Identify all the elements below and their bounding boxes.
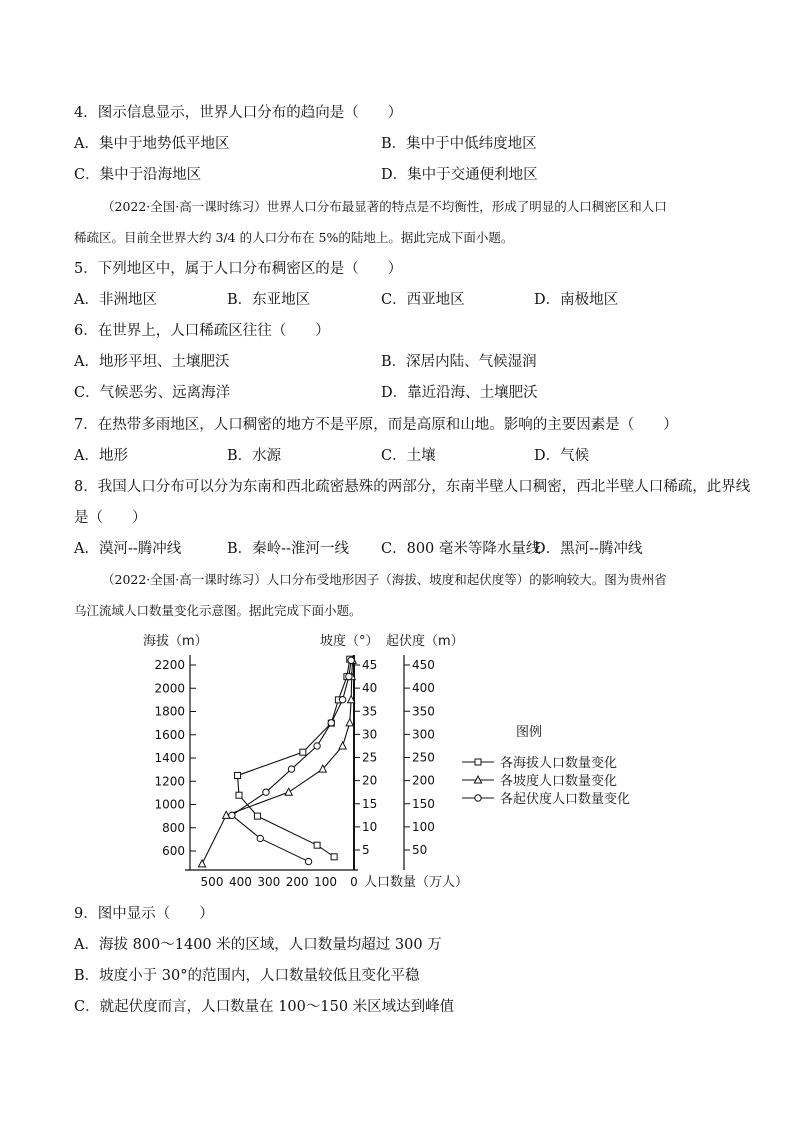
relief-tick-label: 200 xyxy=(412,773,435,788)
population-tick-label: 0 xyxy=(350,875,358,889)
question-6-option-b: B．深居内陆、气候湿润 xyxy=(381,354,537,370)
elevation-tick-label: 1800 xyxy=(154,704,185,719)
slope-tick-label: 45 xyxy=(362,658,378,672)
question-5-option-c: C．西亚地区 xyxy=(381,292,465,308)
question-6-option-d: D．靠近沿海、土壤肥沃 xyxy=(381,385,538,401)
relief-axis-label: 起伏度（m） xyxy=(386,634,464,649)
elevation-tick-label: 1400 xyxy=(154,751,185,765)
relief-tick-label: 50 xyxy=(412,843,428,857)
question-6-option-a: A．地形平坦、土壤肥沃 xyxy=(74,354,230,370)
relief-tick-label: 250 xyxy=(412,750,435,765)
question-5-option-d: D．南极地区 xyxy=(534,292,619,308)
slope-tick-label: 30 xyxy=(362,727,378,742)
slope-tick-label: 15 xyxy=(362,796,378,811)
question-9-option-c: C．就起伏度而言，人口数量在 100～150 米区域达到峰值 xyxy=(74,999,455,1015)
series-line-circle xyxy=(232,660,351,861)
slope-tick-label: 20 xyxy=(362,773,378,788)
relief-tick-label: 400 xyxy=(412,681,435,696)
circle-marker xyxy=(305,858,311,864)
slope-tick-label: 35 xyxy=(362,704,378,719)
triangle-marker xyxy=(339,742,346,749)
square-marker xyxy=(314,842,320,848)
elevation-axis-label: 海拔（m） xyxy=(143,634,208,649)
relief-tick-label: 450 xyxy=(412,658,435,672)
circle-marker xyxy=(288,766,294,772)
relief-tick-label: 100 xyxy=(412,819,435,834)
square-marker xyxy=(475,759,481,765)
population-tick-label: 100 xyxy=(314,875,338,889)
relief-tick-label: 350 xyxy=(412,704,435,719)
legend-label: 各坡度人口数量变化 xyxy=(500,774,618,789)
triangle-marker xyxy=(198,860,205,867)
question-4-option-b: B．集中于中低纬度地区 xyxy=(381,136,537,152)
question-7-option-a: A．地形 xyxy=(74,448,128,464)
question-8-stem-line-2: 是（ ） xyxy=(74,510,147,526)
relief-tick-label: 150 xyxy=(412,796,435,811)
elevation-tick-label: 800 xyxy=(162,820,185,835)
elevation-tick-label: 1200 xyxy=(154,774,185,789)
triangle-marker xyxy=(285,788,292,795)
square-marker xyxy=(331,854,337,860)
slope-tick-label: 5 xyxy=(362,843,370,857)
circle-marker xyxy=(229,812,235,818)
triangle-marker xyxy=(346,719,353,726)
question-9-option-a: A．海拔 800～1400 米的区域，人口数量均超过 300 万 xyxy=(74,937,442,953)
elevation-tick-label: 2200 xyxy=(154,658,185,672)
circle-marker xyxy=(314,743,320,749)
population-tick-label: 400 xyxy=(228,875,252,889)
passage-1-line-2: 稀疏区。目前全世界大约 3/4 的人口分布在 5%的陆地上。据此完成下面小题。 xyxy=(74,230,514,245)
population-tick-label: 500 xyxy=(200,875,224,889)
question-5-option-b: B．东亚地区 xyxy=(227,292,311,308)
question-5-option-a: A．非洲地区 xyxy=(74,292,157,308)
question-5-stem: 5．下列地区中，属于人口分布稠密区的是（ ） xyxy=(74,261,403,277)
question-4-stem: 4．图示信息显示，世界人口分布的趋向是（ ） xyxy=(74,105,403,121)
question-8-option-c: C．800 毫米等降水量线 xyxy=(381,541,541,557)
question-8-option-a: A．漠河--腾冲线 xyxy=(74,541,182,557)
question-6-option-c: C．气候恶劣、远离海洋 xyxy=(74,385,231,401)
slope-tick-label: 40 xyxy=(362,681,378,696)
question-8-stem-line-1: 8．我国人口分布可以分为东南和西北疏密悬殊的两部分，东南半壁人口稠密，西北半壁人口稀疏，此界线 xyxy=(74,479,751,495)
passage-2-line-2: 乌江流域人口数量变化示意图。据此完成下面小题。 xyxy=(74,603,362,618)
question-8-option-d: D．黑河--腾冲线 xyxy=(534,541,643,557)
question-7-option-c: C．土壤 xyxy=(381,448,436,464)
series-line-triangle xyxy=(202,660,353,864)
circle-marker xyxy=(475,795,481,801)
slope-tick-label: 25 xyxy=(362,750,378,765)
population-axis-label: 人口数量（万人） xyxy=(364,875,469,890)
passage-2-line-1: （2022·全国·高一课时练习）人口分布受地形因子（海拔、坡度和起伏度等）的影响较大。图为贵州省 xyxy=(102,572,667,587)
slope-tick-label: 10 xyxy=(362,819,378,834)
question-7-option-b: B．水源 xyxy=(227,448,282,464)
circle-marker xyxy=(328,720,334,726)
passage-1-line-1: （2022·全国·高一课时练习）世界人口分布最显著的特点是不均衡性，形成了明显的人口稠密区和人口 xyxy=(102,199,667,214)
legend-label: 各海拔人口数量变化 xyxy=(500,756,618,771)
relief-tick-label: 300 xyxy=(412,727,435,742)
population-tick-label: 300 xyxy=(257,875,281,889)
circle-marker xyxy=(348,657,354,663)
slope-axis-label: 坡度（°） xyxy=(320,634,379,649)
elevation-tick-label: 1600 xyxy=(154,727,185,742)
circle-marker xyxy=(339,696,345,702)
population-tick-label: 200 xyxy=(285,875,309,889)
square-marker xyxy=(236,792,242,798)
legend-label: 各起伏度人口数量变化 xyxy=(500,792,631,807)
circle-marker xyxy=(346,673,352,679)
question-7-option-d: D．气候 xyxy=(534,448,590,464)
elevation-tick-label: 2000 xyxy=(154,681,185,696)
elevation-tick-label: 600 xyxy=(162,844,185,858)
square-marker xyxy=(235,772,241,778)
question-9-stem: 9．图中显示（ ） xyxy=(74,906,214,922)
question-4-option-a: A．集中于地势低平地区 xyxy=(74,136,230,152)
square-marker xyxy=(254,813,260,819)
question-4-option-d: D．集中于交通便利地区 xyxy=(381,167,538,183)
question-4-option-c: C．集中于沿海地区 xyxy=(74,167,202,183)
square-marker xyxy=(300,749,306,755)
elevation-tick-label: 1000 xyxy=(154,797,185,812)
circle-marker xyxy=(263,789,269,795)
question-7-stem: 7．在热带多雨地区，人口稠密的地方不是平原，而是高原和山地。影响的主要因素是（ ） xyxy=(74,417,678,433)
legend-title: 图例 xyxy=(516,725,543,740)
question-9-option-b: B．坡度小于 30°的范围内，人口数量较低且变化平稳 xyxy=(74,968,420,984)
circle-marker xyxy=(257,835,263,841)
question-8-option-b: B．秦岭--淮河一线 xyxy=(227,541,349,557)
question-6-stem: 6．在世界上，人口稀疏区往往（ ） xyxy=(74,323,330,339)
